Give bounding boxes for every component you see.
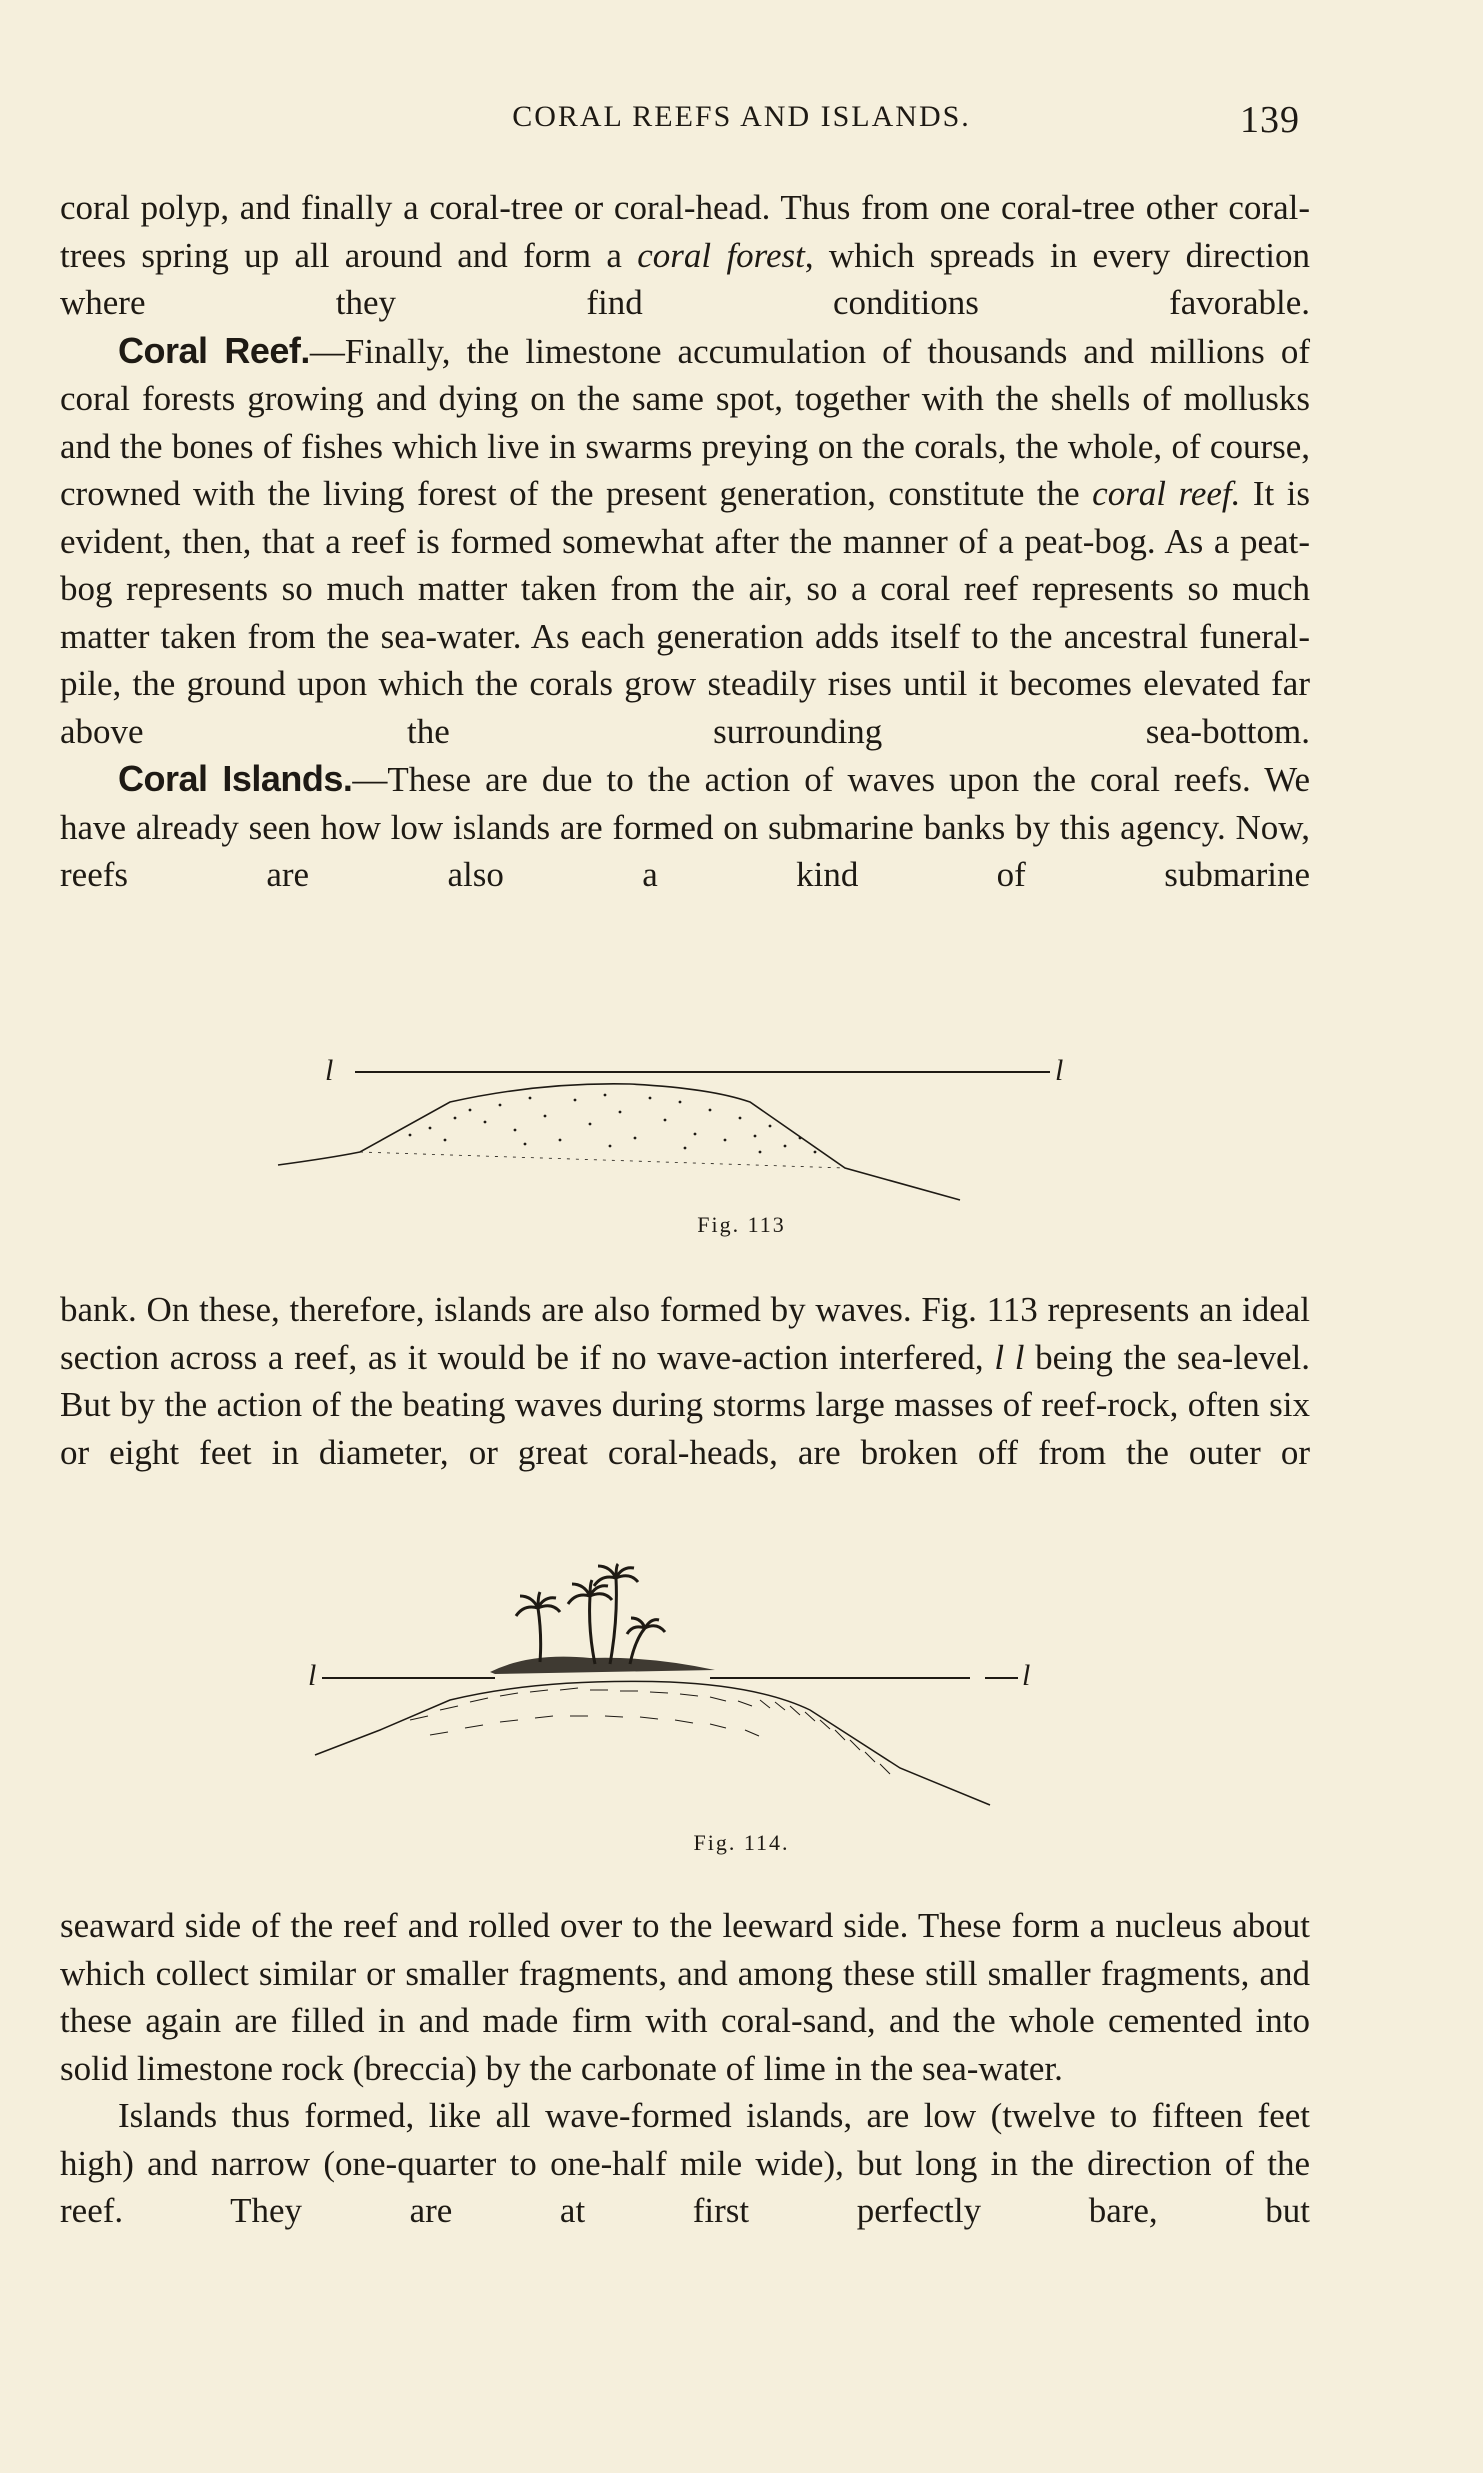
italic-term: coral reef. bbox=[1092, 474, 1241, 513]
island-rubble bbox=[490, 1657, 715, 1674]
figure-114-coral-island bbox=[290, 1560, 1070, 1810]
text-block-bottom bbox=[60, 1902, 1310, 2235]
italic-term: l l bbox=[994, 1337, 1025, 1377]
sea-level-label-right: l bbox=[1055, 1054, 1064, 1087]
palm-trees-icon bbox=[516, 1564, 665, 1664]
figure-113-reef-section bbox=[270, 1040, 1070, 1210]
paragraph-text: bank. On these, therefore, islands are also formed by waves. Fig. 113 represents an ideal section across a reef, as it would be if no wave-action interfered, bbox=[60, 1290, 1310, 1377]
page-number: 139 bbox=[1240, 99, 1300, 141]
paragraph-text: —Finally, the limestone accumulation of thousands and millions of coral forests growing and dying on the same spot, together with the shells of mollusks and the bones of fishes which live in swarms preying on the corals, the whole, of course, crowned with the living forest of the present generation, constitute the bbox=[60, 331, 1310, 513]
paragraph-text: seaward side of the reef and rolled over to the leeward side. These form a nucleus about which collect similar or smaller fragments, and among these still smaller fragments, and these again are filled in and made firm with coral-sand, and the whole cemented into solid limestone rock (breccia) by the carbonate of lime in the sea-water. bbox=[60, 1906, 1310, 2088]
sea-level-label-left: l bbox=[325, 1054, 334, 1087]
reef-stipple bbox=[409, 1094, 817, 1154]
paragraph-text: —These are due to the action of waves upon the coral reefs. We have already seen how low islands are formed on submarine banks by this agency. Now, reefs are also a kind of submarine bbox=[60, 760, 1311, 894]
sea-level-label-right: l bbox=[1022, 1659, 1031, 1692]
paragraph-text: It is evident, then, that a reef is formed somewhat after the manner of a peat-bog. As a peat-bog represents so much matter taken from the air, so a coral reef represents so much matter taken from the sea-water. As each generation adds itself to the ancestral funeral-pile, the ground upon which the corals grow steadily rises until it becomes elevated far above the surrounding sea-bottom. bbox=[60, 474, 1310, 751]
paragraph-island-shape bbox=[60, 2092, 1310, 2235]
italic-term: coral forest bbox=[637, 235, 805, 275]
paragraph-coral-forest bbox=[60, 184, 1310, 327]
reef-hatching bbox=[410, 1688, 890, 1774]
paragraph-text: coral polyp, and finally a coral-tree or coral-head. Thus from one coral-tree other coral-trees spring up all around and form a bbox=[60, 188, 1310, 275]
paragraph-coral-reef bbox=[60, 327, 1310, 756]
running-head: CORAL REEFS AND ISLANDS. bbox=[512, 100, 971, 133]
text-block-top bbox=[60, 184, 1310, 899]
paragraph-island-formation bbox=[60, 1902, 1310, 2092]
figure-114-caption: Fig. 114. bbox=[693, 1830, 790, 1855]
sea-level-label-left: l bbox=[308, 1659, 317, 1692]
section-heading: Coral Islands. bbox=[118, 758, 353, 799]
paragraph-text: Islands thus formed, like all wave-formed islands, are low (twelve to fifteen feet high) and narrow (one-quarter to one-half mile wide), but long in the direction of the reef. They are at first perfectly bare, but bbox=[60, 2096, 1310, 2230]
paragraph-coral-islands bbox=[60, 755, 1310, 899]
paragraph-text: , which spreads in every direction where they find conditions favorable. bbox=[60, 235, 1310, 322]
figure-113-caption: Fig. 113 bbox=[697, 1212, 786, 1237]
paragraph-text: being the sea-level. But by the action of the beating waves during storms large masses of reef-rock, often six or eight feet in diameter, or great coral-heads, are broken off from the outer or bbox=[60, 1337, 1310, 1472]
paragraph-fig113-description bbox=[60, 1286, 1310, 1476]
section-heading: Coral Reef. bbox=[118, 329, 310, 371]
text-block-middle bbox=[60, 1286, 1310, 1476]
